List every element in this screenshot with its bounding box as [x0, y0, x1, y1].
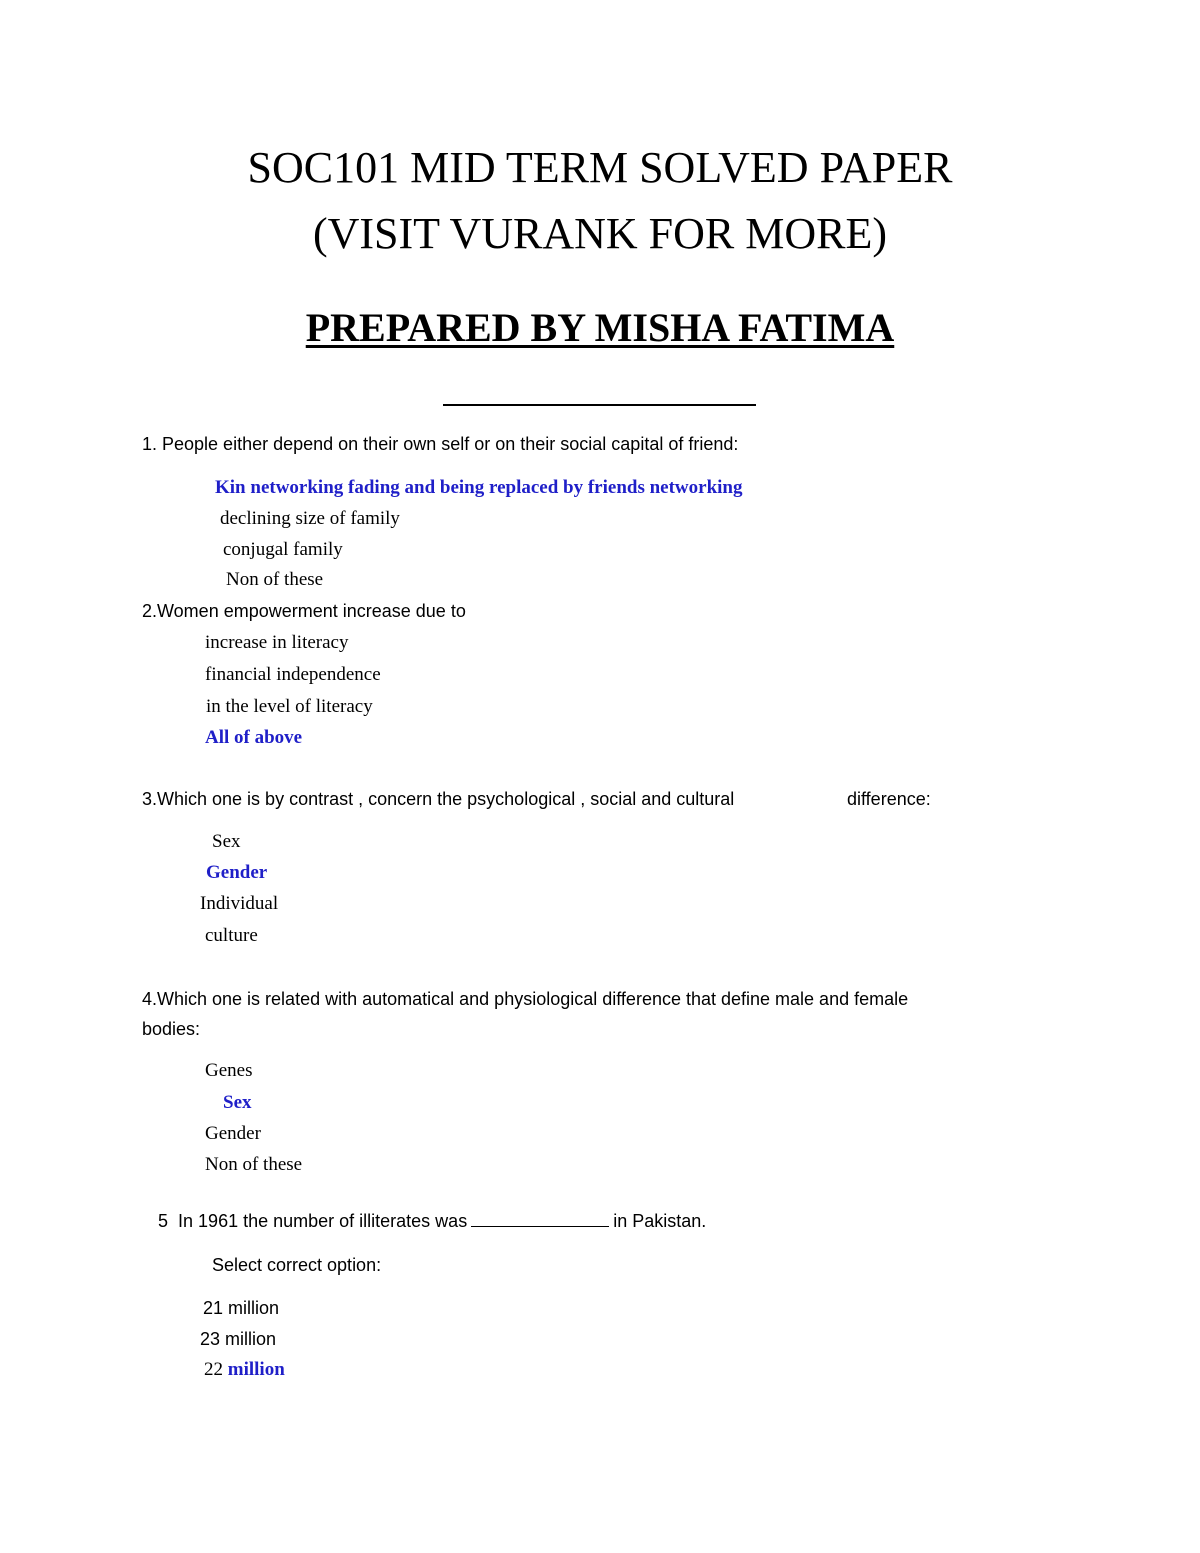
question-5-blank	[471, 1209, 609, 1227]
question-2-option-2: financial independence	[205, 664, 381, 685]
question-5-option-3-number: 22	[204, 1359, 223, 1380]
question-4-option-1: Genes	[205, 1060, 253, 1081]
question-5-option-2: 23 million	[200, 1329, 277, 1349]
question-5-option-3-answer	[204, 1358, 285, 1382]
question-3-text: 3.Which one is by contrast , concern the psychological , social and cultural	[142, 789, 735, 809]
question-1-text: 1. People either depend on their own self or on their social capital of friend:	[142, 434, 739, 454]
separator-rule	[443, 404, 756, 406]
question-2-option-4-answer: All of above	[205, 727, 303, 748]
question-5-option-1: 21 million	[203, 1298, 280, 1318]
question-1-option-4: Non of these	[226, 569, 324, 590]
paper-title: SOC101 MID TERM SOLVED PAPER	[247, 143, 953, 192]
question-1-option-3: conjugal family	[223, 539, 343, 560]
author-line: PREPARED BY MISHA FATIMA	[305, 305, 895, 350]
question-1-option-2: declining size of family	[220, 508, 400, 529]
question-5-text-after: in Pakistan.	[613, 1211, 707, 1231]
question-4-text: 4.Which one is related with automatical and physiological difference that define male and female	[142, 989, 909, 1009]
question-4-text-continued: bodies:	[142, 1019, 201, 1039]
question-5-text-before: In 1961 the number of illiterates was	[178, 1211, 468, 1231]
question-4-option-2-answer: Sex	[223, 1092, 252, 1113]
question-2-option-3: in the level of literacy	[206, 696, 373, 717]
question-3-option-1: Sex	[212, 831, 241, 852]
question-3-option-4: culture	[205, 925, 258, 946]
question-5-text	[158, 1209, 706, 1233]
question-5-number: 5	[158, 1211, 169, 1231]
question-1-option-1-answer: Kin networking fading and being replaced by friends networking	[215, 477, 743, 498]
question-2-option-1: increase in literacy	[205, 632, 349, 653]
question-3-text-end: difference:	[847, 789, 931, 809]
question-3-option-3: Individual	[200, 893, 279, 914]
question-3-option-2-answer: Gender	[206, 862, 268, 883]
question-5-prompt: Select correct option:	[212, 1255, 382, 1275]
question-4-option-3: Gender	[205, 1123, 261, 1144]
question-2-text: 2.Women empowerment increase due to	[142, 601, 466, 621]
question-4-option-4: Non of these	[205, 1154, 303, 1175]
paper-subtitle: (VISIT VURANK FOR MORE)	[312, 209, 888, 258]
question-5-option-3-word: million	[227, 1359, 285, 1380]
